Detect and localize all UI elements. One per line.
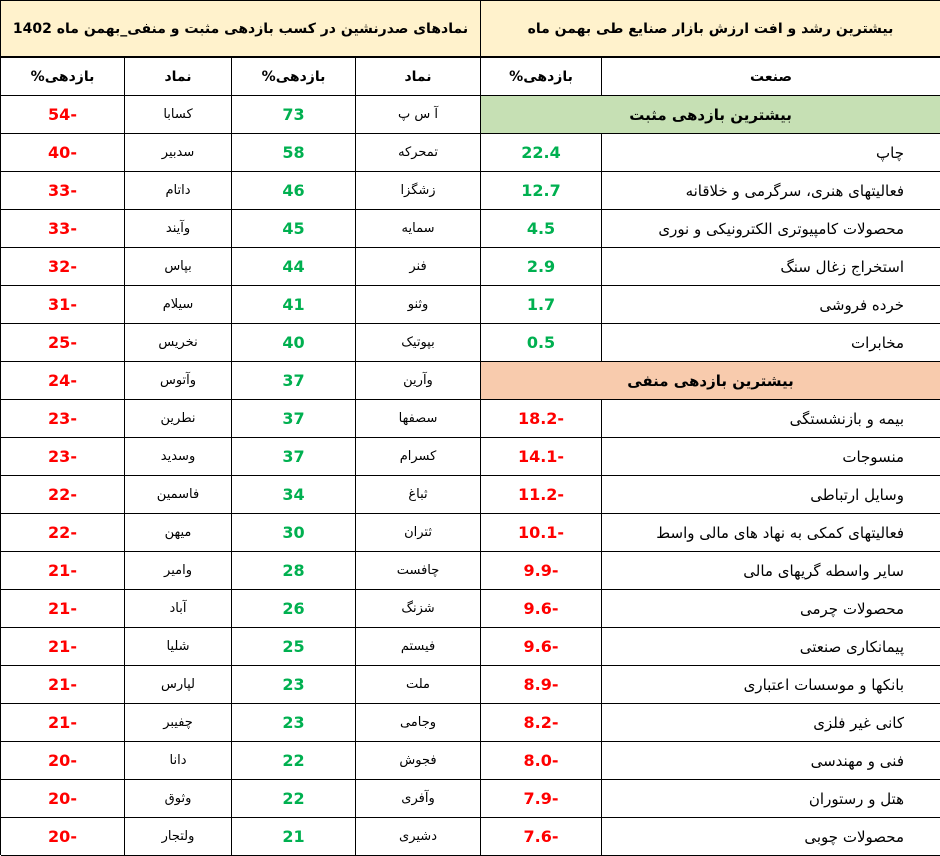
neg-return-cell: -22 bbox=[1, 514, 125, 552]
pos-symbol-header: نماد bbox=[356, 58, 481, 96]
pos-symbol-cell: وثنو bbox=[356, 286, 481, 324]
industry-name-cell: محصولات چرمی bbox=[602, 590, 940, 628]
neg-symbol-cell: سیلام bbox=[125, 286, 232, 324]
neg-symbol-cell: میهن bbox=[125, 514, 232, 552]
pos-symbol-cell: فیستم bbox=[356, 628, 481, 666]
positive-section-header: بیشترین بازدهی مثبت bbox=[481, 96, 940, 134]
industries-table-title: بیشترین رشد و افت ارزش بازار صنایع طی بهمن ماه bbox=[481, 1, 940, 58]
pos-return-cell: 34 bbox=[232, 476, 356, 514]
pos-return-cell: 22 bbox=[232, 742, 356, 780]
pos-symbol-cell: شزنگ bbox=[356, 590, 481, 628]
industry-return-cell: -18.2 bbox=[481, 400, 602, 438]
pos-symbol-cell: وجامی bbox=[356, 704, 481, 742]
industry-name-cell: هتل و رستوران bbox=[602, 780, 940, 818]
neg-symbol-cell: فاسمین bbox=[125, 476, 232, 514]
neg-symbol-cell: نخریس bbox=[125, 324, 232, 362]
neg-return-cell: -33 bbox=[1, 172, 125, 210]
industry-return-cell: -7.9 bbox=[481, 780, 602, 818]
neg-symbol-cell: دانا bbox=[125, 742, 232, 780]
industry-name-cell: محصولات کامپیوتری الکترونیکی و نوری bbox=[602, 210, 940, 248]
pos-symbol-cell: فجوش bbox=[356, 742, 481, 780]
pos-return-cell: 30 bbox=[232, 514, 356, 552]
pos-return-cell: 37 bbox=[232, 438, 356, 476]
industry-return-cell: -8.9 bbox=[481, 666, 602, 704]
neg-symbol-cell: ولتجار bbox=[125, 818, 232, 856]
pos-symbol-cell: آ س پ bbox=[356, 96, 481, 134]
pos-symbol-cell: زشگزا bbox=[356, 172, 481, 210]
industry-return-cell: -9.9 bbox=[481, 552, 602, 590]
pos-return-cell: 21 bbox=[232, 818, 356, 856]
pos-return-cell: 28 bbox=[232, 552, 356, 590]
neg-return-cell: -40 bbox=[1, 134, 125, 172]
pos-return-cell: 26 bbox=[232, 590, 356, 628]
neg-symbol-cell: کسابا bbox=[125, 96, 232, 134]
neg-symbol-cell: لپارس bbox=[125, 666, 232, 704]
industry-return-cell: -14.1 bbox=[481, 438, 602, 476]
neg-symbol-cell: وآیند bbox=[125, 210, 232, 248]
industry-name-cell: سایر واسطه گریهای مالی bbox=[602, 552, 940, 590]
industry-name-cell: مخابرات bbox=[602, 324, 940, 362]
industry-name-cell: چاپ bbox=[602, 134, 940, 172]
neg-return-cell: -25 bbox=[1, 324, 125, 362]
pos-return-cell: 25 bbox=[232, 628, 356, 666]
industry-name-cell: پیمانکاری صنعتی bbox=[602, 628, 940, 666]
symbols-table-title: نمادهای صدرنشین در کسب بازدهی مثبت و منفی_بهمن ماه 1402 bbox=[1, 1, 481, 58]
industry-header: صنعت bbox=[602, 58, 940, 96]
industry-return-cell: -10.1 bbox=[481, 514, 602, 552]
neg-return-cell: -21 bbox=[1, 552, 125, 590]
industry-return-cell: -11.2 bbox=[481, 476, 602, 514]
pos-symbol-cell: ثتران bbox=[356, 514, 481, 552]
neg-symbol-cell: شلیا bbox=[125, 628, 232, 666]
industry-return-cell: -7.6 bbox=[481, 818, 602, 856]
industry-name-cell: استخراج زغال سنگ bbox=[602, 248, 940, 286]
pos-return-cell: 37 bbox=[232, 362, 356, 400]
neg-return-cell: -54 bbox=[1, 96, 125, 134]
neg-symbol-cell: نطرین bbox=[125, 400, 232, 438]
neg-return-cell: -21 bbox=[1, 590, 125, 628]
industry-name-cell: خرده فروشی bbox=[602, 286, 940, 324]
neg-return-cell: -20 bbox=[1, 818, 125, 856]
industry-name-cell: فنی و مهندسی bbox=[602, 742, 940, 780]
pos-return-cell: 45 bbox=[232, 210, 356, 248]
pos-symbol-cell: وآرین bbox=[356, 362, 481, 400]
pos-symbol-cell: فنر bbox=[356, 248, 481, 286]
neg-return-cell: -23 bbox=[1, 400, 125, 438]
pos-return-cell: 22 bbox=[232, 780, 356, 818]
industry-name-cell: محصولات چوبی bbox=[602, 818, 940, 856]
neg-return-cell: -31 bbox=[1, 286, 125, 324]
industry-return-header: بازدهی% bbox=[481, 58, 602, 96]
industry-name-cell: وسایل ارتباطی bbox=[602, 476, 940, 514]
neg-return-cell: -21 bbox=[1, 704, 125, 742]
industry-return-cell: -9.6 bbox=[481, 590, 602, 628]
industry-return-cell: 22.4 bbox=[481, 134, 602, 172]
industry-return-cell: -8.0 bbox=[481, 742, 602, 780]
neg-return-cell: -33 bbox=[1, 210, 125, 248]
neg-return-cell: -23 bbox=[1, 438, 125, 476]
pos-symbol-cell: ثباغ bbox=[356, 476, 481, 514]
neg-symbol-cell: وثوق bbox=[125, 780, 232, 818]
neg-return-cell: -22 bbox=[1, 476, 125, 514]
neg-symbol-cell: وسدید bbox=[125, 438, 232, 476]
industry-name-cell: فعالیتهای هنری، سرگرمی و خلاقانه bbox=[602, 172, 940, 210]
pos-symbol-cell: سمایه bbox=[356, 210, 481, 248]
neg-return-cell: -21 bbox=[1, 628, 125, 666]
pos-return-cell: 73 bbox=[232, 96, 356, 134]
pos-return-cell: 46 bbox=[232, 172, 356, 210]
pos-return-header: بازدهی% bbox=[232, 58, 356, 96]
neg-return-cell: -32 bbox=[1, 248, 125, 286]
industry-return-cell: 4.5 bbox=[481, 210, 602, 248]
neg-return-header: بازدهی% bbox=[1, 58, 125, 96]
neg-return-cell: -20 bbox=[1, 780, 125, 818]
pos-return-cell: 23 bbox=[232, 704, 356, 742]
pos-symbol-cell: تمحرکه bbox=[356, 134, 481, 172]
pos-return-cell: 37 bbox=[232, 400, 356, 438]
industry-name-cell: کانی غیر فلزی bbox=[602, 704, 940, 742]
pos-return-cell: 23 bbox=[232, 666, 356, 704]
industry-return-cell: 12.7 bbox=[481, 172, 602, 210]
pos-return-cell: 58 bbox=[232, 134, 356, 172]
neg-symbol-cell: داتام bbox=[125, 172, 232, 210]
pos-return-cell: 41 bbox=[232, 286, 356, 324]
neg-symbol-cell: چفیبر bbox=[125, 704, 232, 742]
pos-symbol-cell: کسرام bbox=[356, 438, 481, 476]
industry-name-cell: فعالیتهای کمکی به نهاد های مالی واسط bbox=[602, 514, 940, 552]
pos-symbol-cell: بپوتیک bbox=[356, 324, 481, 362]
neg-return-cell: -24 bbox=[1, 362, 125, 400]
industry-return-cell: -9.6 bbox=[481, 628, 602, 666]
pos-symbol-cell: ملت bbox=[356, 666, 481, 704]
neg-return-cell: -20 bbox=[1, 742, 125, 780]
negative-section-header: بیشترین بازدهی منفی bbox=[481, 362, 940, 400]
neg-symbol-cell: وامیر bbox=[125, 552, 232, 590]
pos-return-cell: 40 bbox=[232, 324, 356, 362]
neg-symbol-header: نماد bbox=[125, 58, 232, 96]
neg-symbol-cell: وآتوس bbox=[125, 362, 232, 400]
pos-symbol-cell: دشیری bbox=[356, 818, 481, 856]
neg-symbol-cell: سدبیر bbox=[125, 134, 232, 172]
industry-return-cell: -8.2 bbox=[481, 704, 602, 742]
neg-symbol-cell: بپاس bbox=[125, 248, 232, 286]
industry-name-cell: منسوجات bbox=[602, 438, 940, 476]
industry-return-cell: 1.7 bbox=[481, 286, 602, 324]
industry-return-cell: 2.9 bbox=[481, 248, 602, 286]
pos-symbol-cell: چافست bbox=[356, 552, 481, 590]
pos-symbol-cell: سصفها bbox=[356, 400, 481, 438]
industry-name-cell: بانکها و موسسات اعتباری bbox=[602, 666, 940, 704]
neg-symbol-cell: آباد bbox=[125, 590, 232, 628]
neg-return-cell: -21 bbox=[1, 666, 125, 704]
pos-return-cell: 44 bbox=[232, 248, 356, 286]
industry-name-cell: بیمه و بازنشستگی bbox=[602, 400, 940, 438]
industry-return-cell: 0.5 bbox=[481, 324, 602, 362]
pos-symbol-cell: وآفری bbox=[356, 780, 481, 818]
